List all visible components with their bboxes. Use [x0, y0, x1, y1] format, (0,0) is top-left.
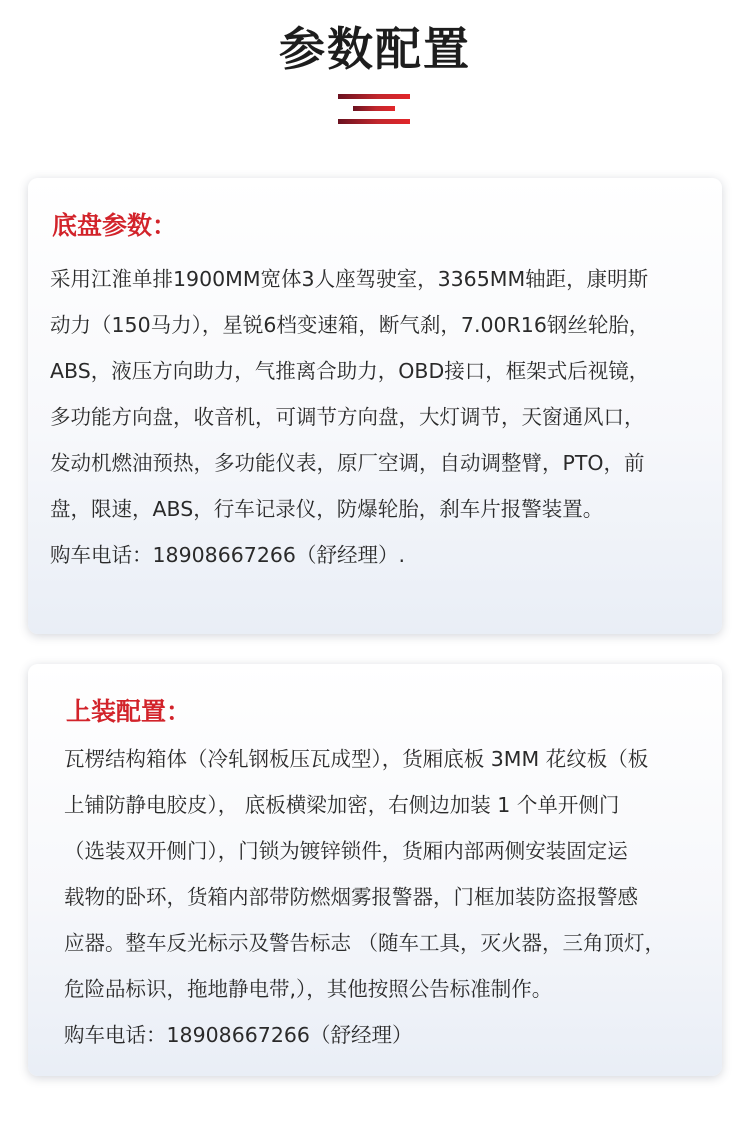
chassis-text-line: ABS，液压方向助力，气推离合助力，OBD接口，框架式后视镜，: [50, 359, 650, 383]
body-text-line: 载物的卧环，货箱内部带防燃烟雾报警器，门框加装防盗报警感: [64, 885, 638, 909]
body-config-text: [64, 736, 714, 1058]
body-text-line: 危险品标识，拖地静电带,），其他按照公告标准制作。: [64, 977, 553, 1001]
chassis-text-line: 盘，限速，ABS，行车记录仪，防爆轮胎，刹车片报警装置。: [50, 497, 604, 521]
body-config-heading: 上装配置：: [66, 697, 192, 726]
chassis-text-line: 采用江淮单排1900MM宽体3人座驾驶室，3365MM轴距，康明斯: [50, 267, 649, 291]
page-title: 参数配置: [279, 22, 471, 76]
chassis-params-heading: 底盘参数：: [52, 211, 178, 240]
title-ornament: [338, 92, 410, 126]
chassis-params-text: [50, 256, 710, 578]
body-text-line: 上铺防静电胶皮）， 底板横梁加密，右侧边加装 1 个单开侧门: [64, 793, 620, 817]
chassis-text-line: 动力（150马力），星锐6档变速箱，断气刹，7.00R16钢丝轮胎，: [50, 313, 650, 337]
body-text-line: 瓦楞结构箱体（冷轧钢板压瓦成型），货厢底板 3MM 花纹板（板: [64, 747, 649, 771]
body-config-card: [28, 664, 722, 1076]
chassis-text-line: 多功能方向盘，收音机，可调节方向盘，大灯调节，天窗通风口，: [50, 405, 645, 429]
body-text-line: （选装双开侧门），门锁为镀锌锁件，货厢内部两侧安装固定运: [64, 839, 628, 863]
ornament-bar-bottom: [338, 119, 410, 124]
chassis-contact-phone: 购车电话：18908667266（舒经理）.: [50, 543, 405, 567]
chassis-params-card: [28, 178, 722, 634]
ornament-bar-middle: [353, 106, 395, 111]
chassis-text-line: 发动机燃油预热，多功能仪表，原厂空调，自动调整臂，PTO，前: [50, 451, 645, 475]
ornament-bar-top: [338, 94, 410, 99]
body-contact-phone: 购车电话：18908667266（舒经理）: [64, 1023, 413, 1047]
body-text-line: 应器。整车反光标示及警告标志 （随车工具，灭火器，三角顶灯，: [64, 931, 666, 955]
